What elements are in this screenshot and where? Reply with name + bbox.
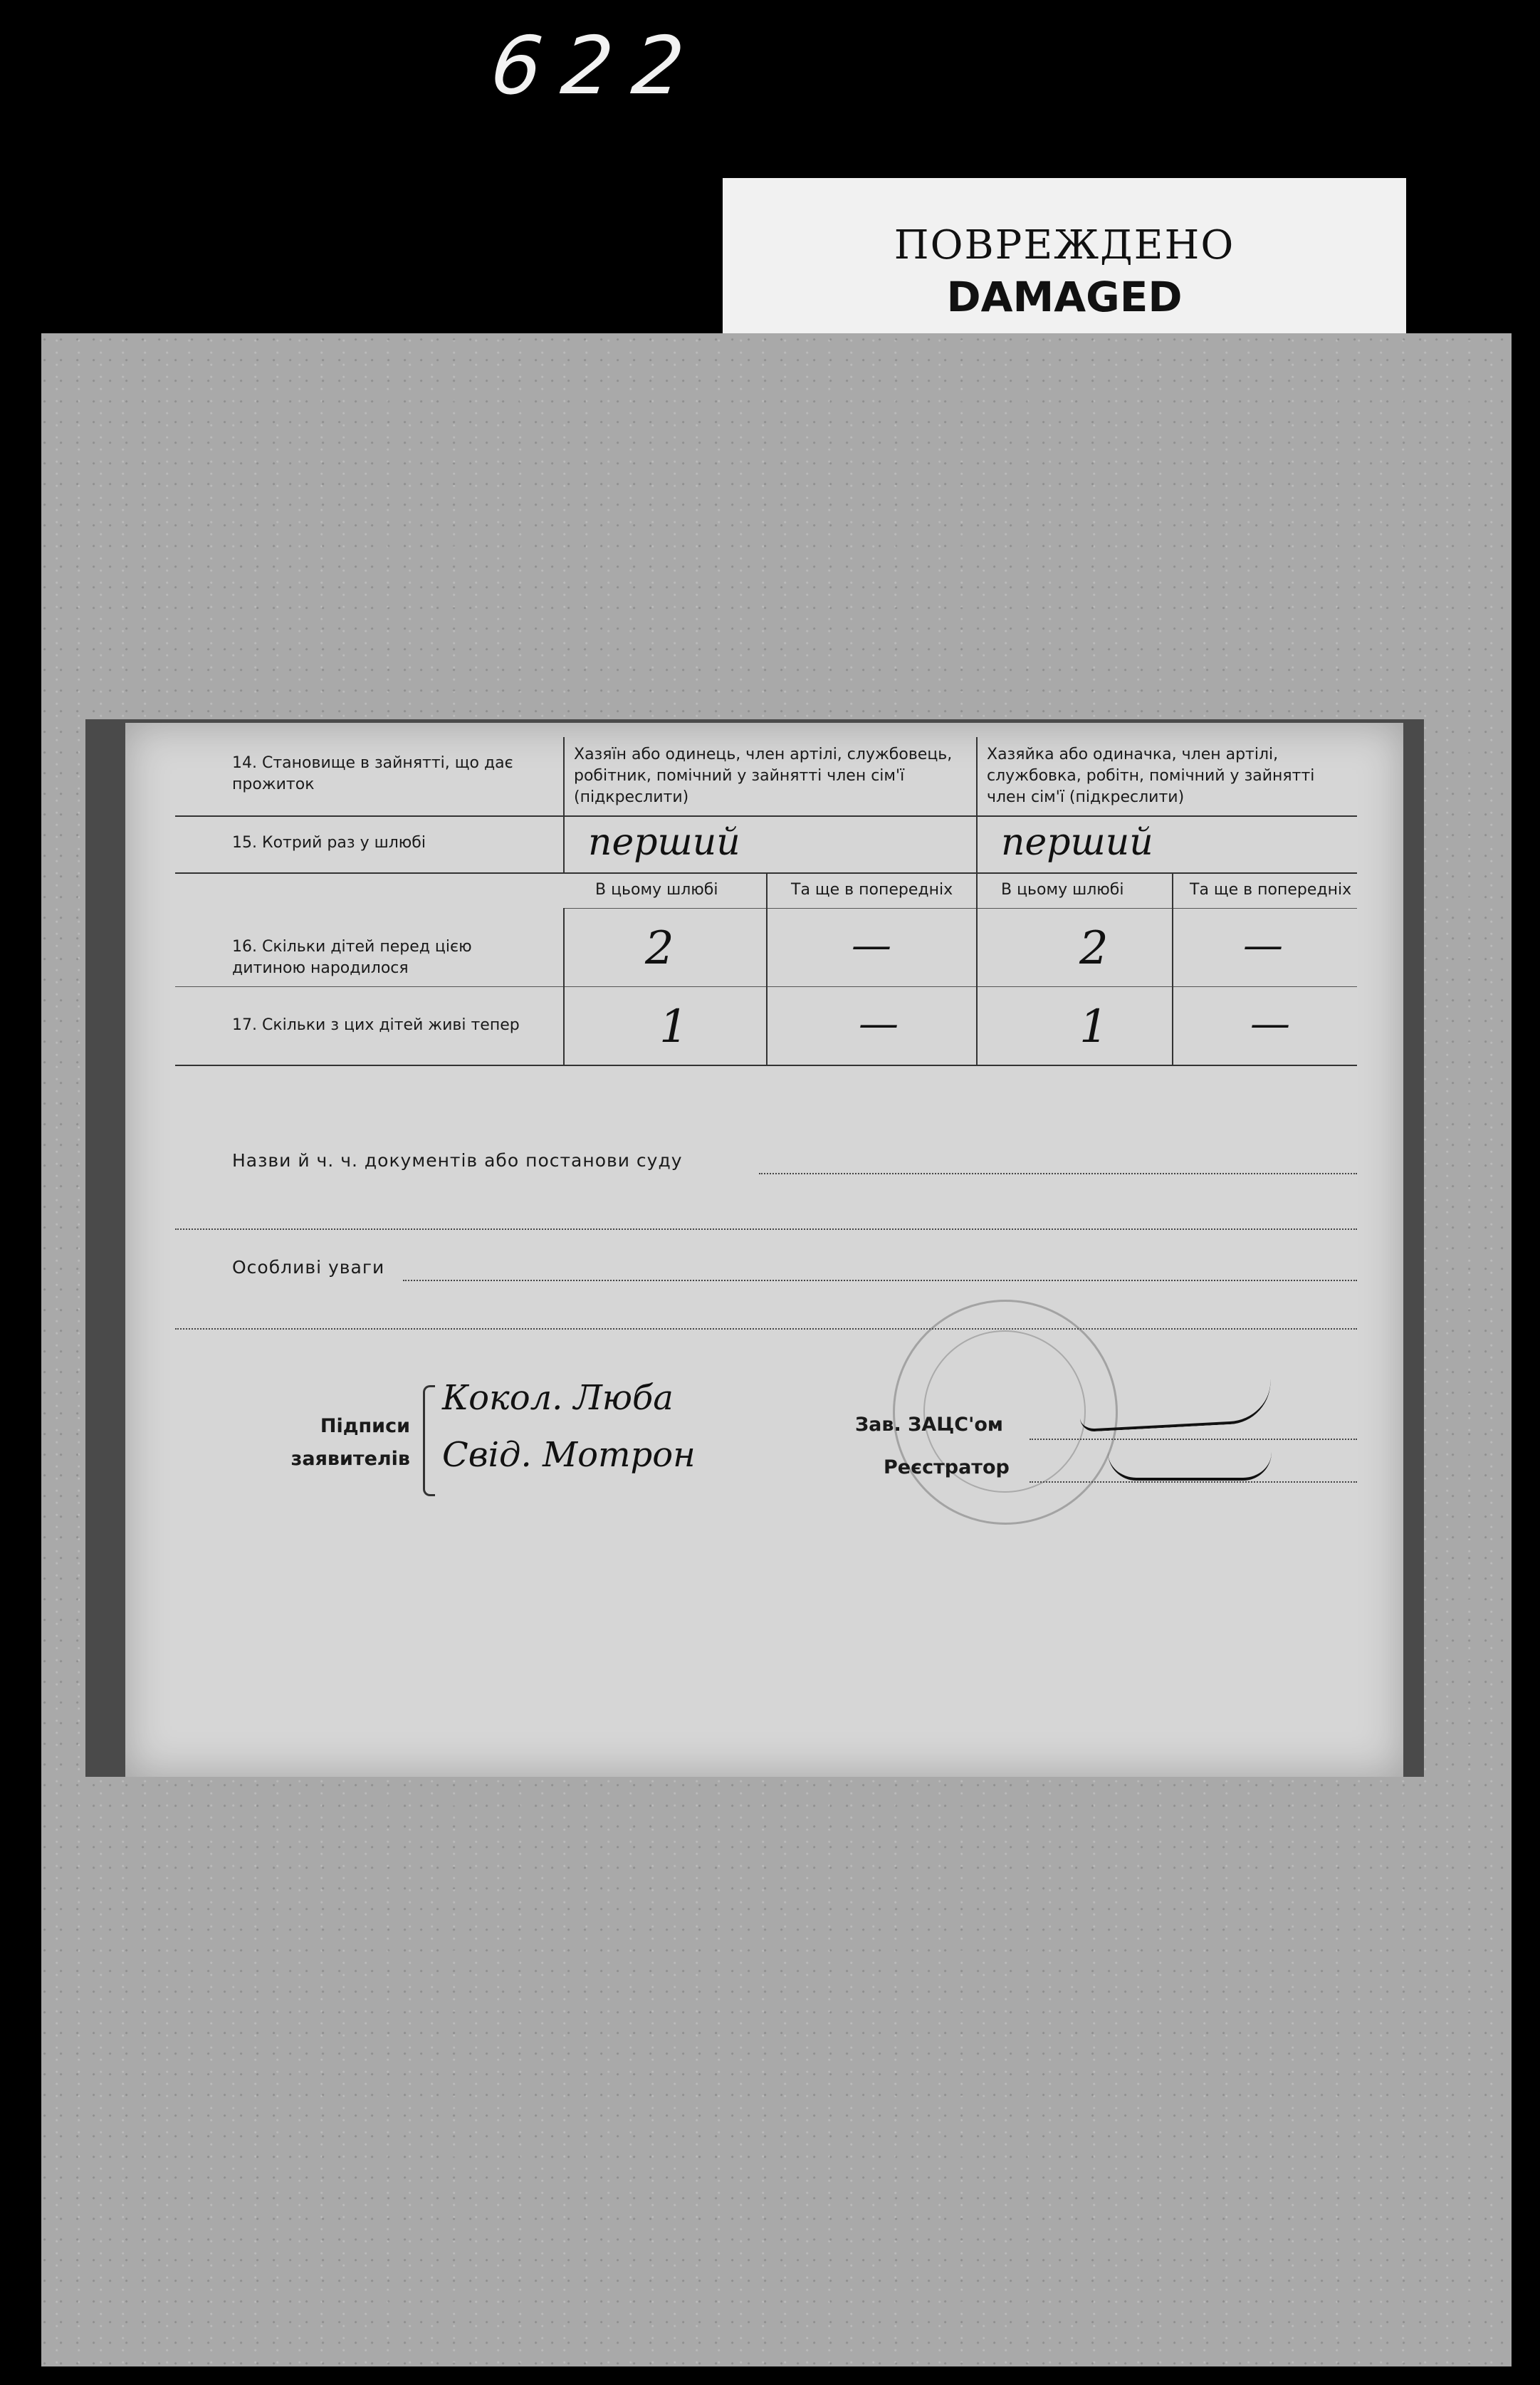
registration-form-sheet [125, 723, 1403, 1777]
wife-children-prev: — [1243, 922, 1283, 969]
documents-label: Назви й ч. ч. документів або постанови суду [232, 1150, 683, 1171]
documents-fill-line [759, 1173, 1357, 1174]
applicants-bracket [423, 1385, 435, 1496]
column-divider [976, 908, 978, 986]
notes-fill-line-2 [175, 1328, 1357, 1330]
column-divider [563, 737, 565, 815]
row-14 [175, 737, 1357, 817]
husband-children-this: 2 [645, 922, 674, 975]
wife-children-alive-this: 1 [1079, 1001, 1109, 1053]
column-divider [1172, 986, 1173, 1065]
documents-field [232, 1150, 1357, 1179]
children-header-row [563, 872, 1357, 909]
column-divider [976, 737, 978, 815]
wife-this-marriage-header: В цьому шлюбі [1001, 881, 1124, 899]
row-16 [175, 908, 1357, 987]
row-14-label: 14. Становище в зайнятті, що дає прожиток [232, 754, 513, 793]
notes-label: Особливі уваги [232, 1257, 385, 1278]
row-15-label: 15. Котрий раз у шлюбі [232, 834, 426, 852]
column-divider [766, 872, 768, 908]
husband-this-marriage-header: В цьому шлюбі [595, 881, 718, 899]
registrar-signature-scrawl [1108, 1442, 1272, 1481]
wife-children-this: 2 [1079, 922, 1109, 975]
documents-fill-line-2 [175, 1228, 1357, 1230]
head-label: Зав. ЗАЦС'ом [855, 1414, 1003, 1436]
applicant-signature-1: Кокол. Люба [442, 1378, 674, 1418]
head-signature-line [1030, 1439, 1357, 1440]
row-17-label: 17. Скільки з цих дітей живі тепер [232, 1016, 520, 1034]
column-divider [766, 986, 768, 1065]
wife-previous-header: Та ще в попередніх [1190, 881, 1352, 899]
damaged-label-ru: ПОВРЕЖДЕНО [894, 222, 1235, 268]
applicants-label-line-1: Підписи [320, 1415, 410, 1437]
folio-number: 622 [486, 20, 708, 113]
applicants-signature-label [275, 1410, 410, 1476]
wife-occupation-options: Хазяйка або одиначка, член артілі, службовка, робітн, помічний у зайнятті член сім'ї (підкреслити) [987, 746, 1315, 806]
damaged-label-en: DAMAGED [946, 273, 1183, 321]
applicants-label-line-2: заявителів [290, 1448, 410, 1470]
row-15 [175, 815, 1357, 874]
notes-field [232, 1257, 1357, 1285]
row-16-label: 16. Скільки дітей перед цією дитиною народилося [232, 938, 472, 977]
column-divider [563, 815, 565, 872]
registrar-label: Реєстратор [884, 1456, 1010, 1478]
husband-marriage-count: перший [588, 821, 740, 864]
damaged-label [723, 178, 1406, 356]
column-divider [976, 872, 978, 908]
column-divider [976, 986, 978, 1065]
husband-children-alive-prev: — [859, 1001, 899, 1047]
wife-marriage-count: перший [1001, 821, 1153, 864]
notes-fill-line [403, 1280, 1357, 1281]
column-divider [563, 908, 565, 986]
husband-occupation-options: Хазяїн або одинець, член артілі, службовець, робітник, помічний у зайнятті член сім'ї (підкреслити) [574, 746, 953, 806]
registrar-signature-line [1030, 1481, 1357, 1483]
column-divider [563, 986, 565, 1065]
husband-children-alive-this: 1 [659, 1001, 688, 1053]
head-signature-scrawl [1079, 1377, 1273, 1432]
column-divider [1172, 908, 1173, 986]
column-divider [766, 908, 768, 986]
wife-children-alive-prev: — [1250, 1001, 1290, 1047]
column-divider [1172, 872, 1173, 908]
row-17 [175, 986, 1357, 1066]
column-divider [976, 815, 978, 872]
husband-children-prev: — [852, 922, 891, 969]
husband-previous-header: Та ще в попередніх [791, 881, 953, 899]
applicant-signature-2: Свід. Мотрон [442, 1435, 696, 1475]
